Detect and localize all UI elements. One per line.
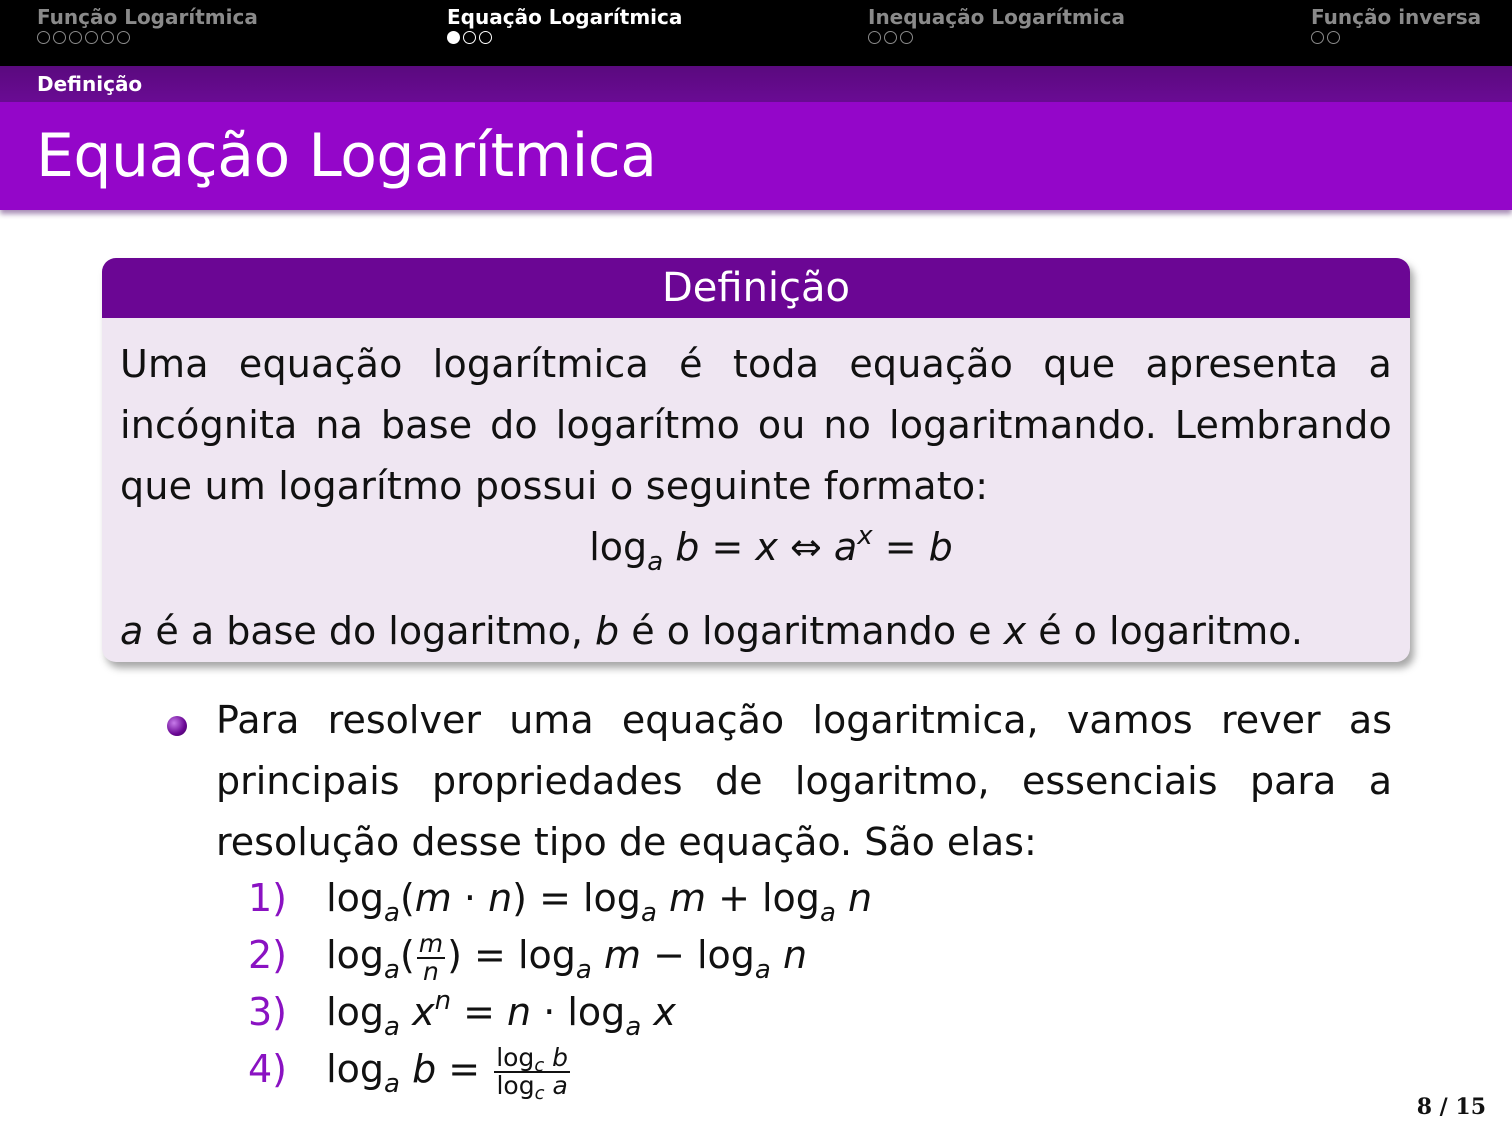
property-number: 3) xyxy=(248,990,288,1034)
frame-dot-icon[interactable] xyxy=(868,31,881,44)
properties-list xyxy=(248,870,873,1104)
nav-section-label: Inequação Logarítmica xyxy=(868,5,1125,29)
subsection-bar xyxy=(0,66,1512,102)
formula-arg: b xyxy=(675,525,700,569)
note-var-a: a xyxy=(120,609,144,653)
formula-equals: = xyxy=(711,525,744,569)
formula-iff: ⇔ xyxy=(789,525,822,569)
navigation-bar xyxy=(0,0,1512,66)
note-text-3: é o logaritmo. xyxy=(1026,609,1303,653)
frame-title: Equação Logarítmica xyxy=(36,121,657,191)
property-item xyxy=(248,984,872,1041)
nav-section-equacao-logaritmica[interactable] xyxy=(447,4,682,44)
property-formula: $\log_a(m \cdot n) = \log_a m + \log_a n$ xyxy=(326,876,873,928)
definition-note xyxy=(120,601,1392,662)
property-item xyxy=(248,870,872,927)
log-definition-formula xyxy=(120,517,1392,601)
formula-pow-exp: x xyxy=(857,521,873,551)
formula-rhs: b xyxy=(928,525,953,569)
formula-base: a xyxy=(647,547,664,577)
frame-dot-icon[interactable] xyxy=(479,31,492,44)
property-number: 2) xyxy=(248,933,288,977)
frame-dots xyxy=(868,30,1125,44)
frame-dot-icon[interactable] xyxy=(85,31,98,44)
frame-dot-icon[interactable] xyxy=(117,31,130,44)
property-formula: $\log_a b$ = $\frac{\log_c b}{\log_c a}$ xyxy=(326,1042,569,1104)
bullet-icon xyxy=(167,716,187,736)
formula-log: log xyxy=(589,525,648,569)
definition-block-body xyxy=(102,318,1410,662)
property-formula: $\log_a$( $\frac{m}{n}$ ) = $\log_a m - \log_a n$ xyxy=(326,928,808,986)
frame-dot-icon[interactable] xyxy=(37,31,50,44)
frame-dot-icon[interactable] xyxy=(900,31,913,44)
frame-dot-icon[interactable] xyxy=(884,31,897,44)
subsection-label[interactable]: Definição xyxy=(37,72,143,96)
frame-dots xyxy=(1311,30,1481,44)
note-text-1: é a base do logaritmo, xyxy=(143,609,596,653)
property-number: 1) xyxy=(248,876,288,920)
frame-dots xyxy=(447,30,682,44)
frame-dot-icon[interactable] xyxy=(53,31,66,44)
nav-section-label: Função inversa xyxy=(1311,5,1482,29)
frame-dot-icon[interactable] xyxy=(1311,31,1324,44)
bullet-text: Para resolver uma equação logaritmica, vamos rever as principais propriedades de logaritmo, essenciais para a resolução desse tipo de equação. São elas: xyxy=(216,698,1392,864)
note-var-b: b xyxy=(595,609,620,653)
formula-equals-2: = xyxy=(884,525,917,569)
nav-section-funcao-logaritmica[interactable] xyxy=(37,4,258,44)
frame-dot-icon[interactable] xyxy=(1327,31,1340,44)
nav-section-label: Equação Logarítmica xyxy=(447,5,683,29)
definition-block-title: Definição xyxy=(102,258,1410,318)
property-item xyxy=(248,927,872,984)
page-number: 8 / 15 xyxy=(1416,1094,1486,1120)
property-formula: $\log_a x^n = n \cdot \log_a x$ xyxy=(326,986,676,1042)
frame-dot-icon[interactable] xyxy=(69,31,82,44)
formula-x: x xyxy=(755,525,778,569)
note-text-2: é o logaritmando e xyxy=(619,609,1004,653)
frame-dot-icon[interactable] xyxy=(101,31,114,44)
nav-section-inequacao-logaritmica[interactable] xyxy=(868,4,1125,44)
formula-pow-base: a xyxy=(833,525,858,569)
note-var-x: x xyxy=(1003,609,1027,653)
frame-dot-icon[interactable] xyxy=(463,31,476,44)
nav-section-label: Função Logarítmica xyxy=(37,5,258,29)
definition-block xyxy=(102,258,1410,662)
property-item xyxy=(248,1041,872,1104)
property-number: 4) xyxy=(248,1047,288,1091)
nav-section-funcao-inversa[interactable] xyxy=(1311,4,1481,44)
frame-dots xyxy=(37,30,258,44)
frame-dot-icon[interactable] xyxy=(447,31,460,44)
definition-text: Uma equação logarítmica é toda equação que apresenta a incógnita na base do logarítmo ou no logaritmando. Lembrando que um logarítmo possui o seguinte formato: xyxy=(120,342,1392,508)
frame-title-bar xyxy=(0,102,1512,210)
